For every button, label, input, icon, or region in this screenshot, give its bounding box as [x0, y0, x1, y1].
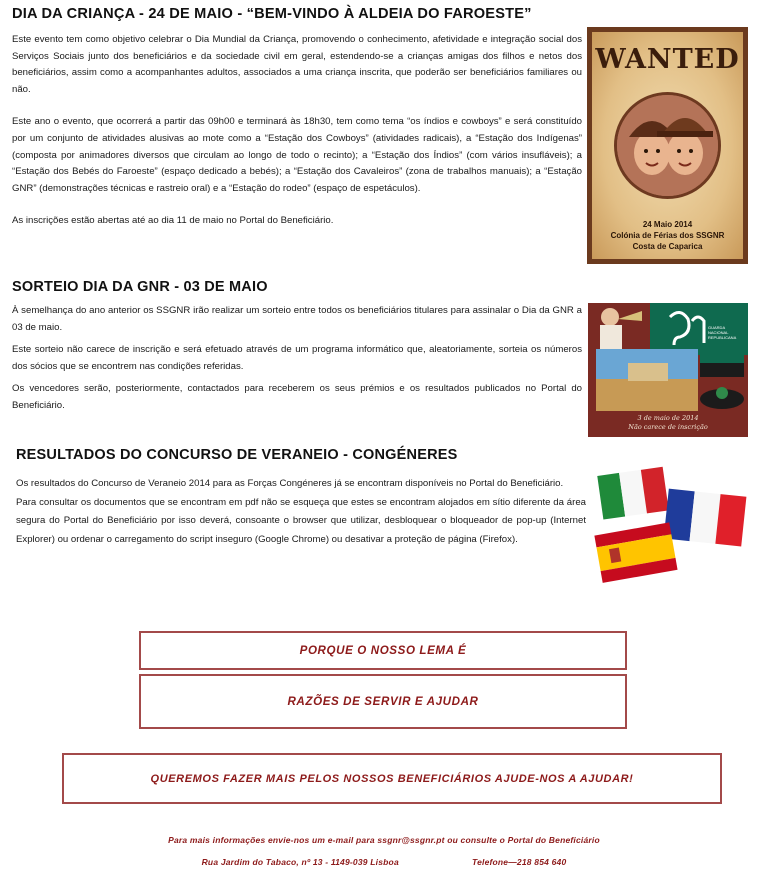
svg-text:GUARDA: GUARDA — [708, 325, 726, 330]
paragraph: Este evento tem como objetivo celebrar o Dia Mundial da Criança, promovendo o conhecimento, afetividade e integração social dos Serviços Sociais junto dos beneficiários e da sociedade civil em geral, estendendo-se a crianças amigas dos filhos e netos dos beneficiários, assim como a acompanhantes adultos, associados a uma criança inscrita, que poderão ser beneficiários familiares ou não. — [12, 34, 582, 95]
poster-date: 24 Maio 2014 — [642, 220, 693, 229]
section-dia-da-crianca — [12, 6, 582, 230]
wanted-poster-image — [587, 27, 748, 264]
section-veraneio — [16, 447, 586, 549]
section-title: DIA DA CRIANÇA - 24 DE MAIO - “BEM-VINDO À ALDEIA DO FAROESTE” — [12, 6, 532, 22]
address: Rua Jardim do Tabaco, nº 13 - 1149-039 Lisboa — [201, 857, 399, 867]
paragraph: Este ano o evento, que ocorrerá a partir das 09h00 e terminará às 18h30, tem como tema “os índios e cowboys” e será constituído por um conjunto de atividades alusivas ao mote como a “Estação dos Cowboys” (atividades radicais), a “Estação dos Indígenas” (composta por animadores diversos que circulam ao longo de todo o recinto); a “Estação dos Índios” (com vários insufláveis); a “Estação dos Bebés do Faroeste” (espaço dedicado a bebés); a “Estação dos Cavaleiros” (zona de trabalhos manuais); a “Estação GNR” (demonstrações técnicas e rastreio oral) e a “Estação do rodeo” (espaço de espetáculos). — [12, 116, 582, 194]
motto-box-1 — [139, 631, 627, 670]
section-title: RESULTADOS DO CONCURSO DE VERANEIO - CONGÉNERES — [16, 447, 458, 463]
poster-caption — [592, 219, 743, 252]
footer-info: Para mais informações envie-nos um e-mail para ssgnr@ssgnr.pt ou consulte o Portal do Beneficiário — [168, 835, 600, 845]
gnr-note: Não carece de inscrição — [628, 423, 708, 431]
svg-text:NACIONAL: NACIONAL — [708, 330, 729, 335]
gnr-day-image — [588, 303, 748, 437]
motto-text: PORQUE O NOSSO LEMA É — [299, 644, 467, 657]
paragraph: Para consultar os documentos que se encontram em pdf não se esqueça que estes se encontram alojados em sítio diferente da área segura do Portal do Beneficiário por isso deverá, consoante o browser que utilizar, desbloquear o bloqueador de pop-up (Internet Explorer) ou ordenar o carregamento do script inseguro (Google Chrome) ou desativar a proteção de página (Firefox). — [16, 496, 586, 545]
poster-location: Costa de Caparica — [632, 242, 703, 251]
flags-italy-france-spain-icon — [594, 463, 754, 588]
motto-box-3 — [62, 753, 722, 804]
footer-address — [0, 857, 768, 867]
paragraph: Os vencedores serão, posteriormente, contactados para receberem os seus prémios e os resultados publicados no Portal do Beneficiário. — [12, 383, 582, 411]
cowboy-kids-illustration-icon — [614, 92, 721, 199]
paragraph: Os resultados do Concurso de Veraneio 2014 para as Forças Congéneres já se encontram disponíveis no Portal do Beneficiário. — [16, 478, 564, 489]
gnr-caption — [588, 414, 748, 432]
poster-heading: WANTED — [595, 44, 740, 75]
motto-text: QUEREMOS FAZER MAIS PELOS NOSSOS BENEFICIÁRIOS AJUDE-NOS A AJUDAR! — [150, 772, 634, 785]
svg-text:REPUBLICANA: REPUBLICANA — [708, 335, 737, 340]
poster-venue: Colónia de Férias dos SSGNR — [610, 231, 725, 240]
section-title: SORTEIO DIA DA GNR - 03 DE MAIO — [12, 279, 268, 295]
section-sorteio — [12, 279, 582, 415]
paragraph: Este sorteio não carece de inscrição e será efetuado através de um programa informático que, aleatoriamente, sorteia os números dos sócios que se encontrem nas condições referidas. — [12, 344, 582, 372]
paragraph: As inscrições estão abertas até ao dia 11 de maio no Portal do Beneficiário. — [12, 215, 334, 227]
motto-text: RAZÕES DE SERVIR E AJUDAR — [287, 695, 479, 708]
phone: Telefone—218 854 640 — [472, 857, 567, 867]
gnr-date: 3 de maio de 2014 — [637, 414, 699, 422]
paragraph: À semelhança do ano anterior os SSGNR irão realizar um sorteio entre todos os beneficiários titulares para assinalar o Dia da GNR a 03 de maio. — [12, 305, 582, 333]
motto-box-2 — [139, 674, 627, 729]
